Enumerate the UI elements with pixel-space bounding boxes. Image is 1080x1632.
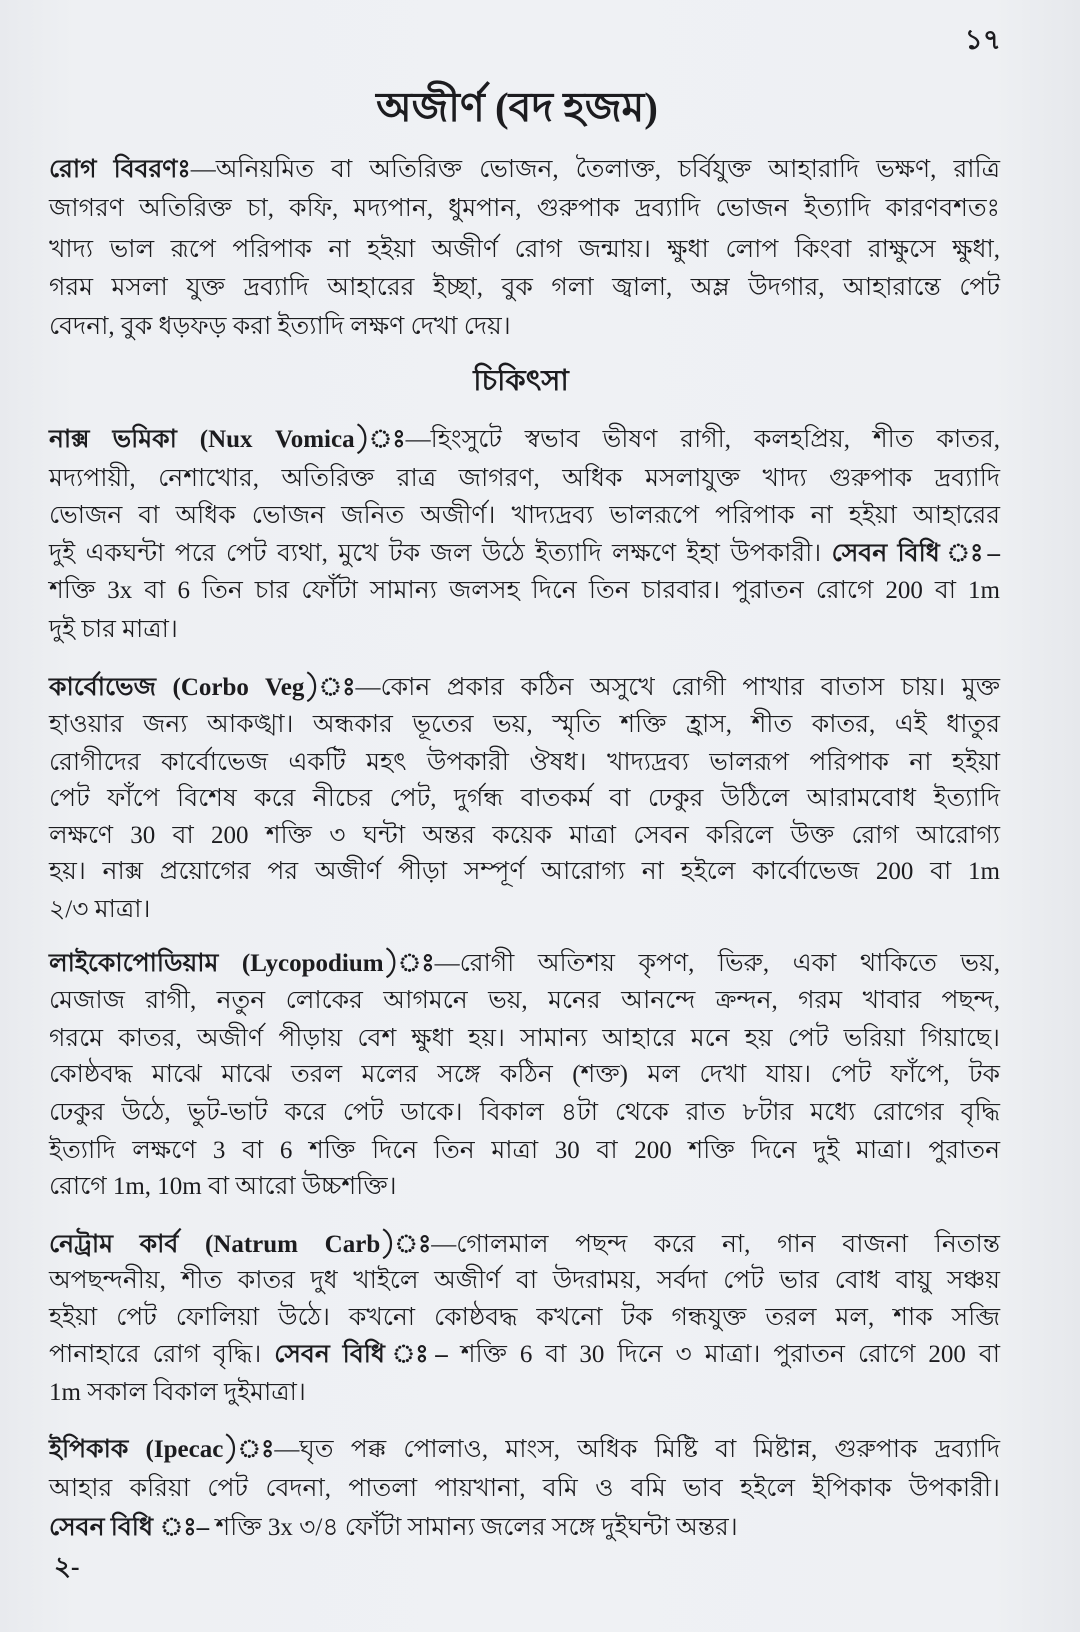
body-text: রোগে 1m, 10m বা আরো উচ্চশক্তি। xyxy=(49,1173,397,1200)
text-line xyxy=(49,982,1000,1020)
text-line xyxy=(49,817,1000,855)
remedy-name: ইপিকাক (Ipecac)ঃ xyxy=(49,1436,275,1463)
text-line xyxy=(49,497,1000,535)
remedy-name: নাক্স ভমিকা (Nux Vomica)ঃ xyxy=(49,426,406,453)
text-line xyxy=(49,1509,1000,1547)
text-line xyxy=(49,1262,1000,1300)
text-line xyxy=(49,1168,1000,1206)
text-line xyxy=(49,151,1000,189)
text-line xyxy=(49,572,1000,610)
text-line xyxy=(49,1020,1000,1058)
body-text: শক্তি 3x বা 6 তিন চার ফোঁটা সামান্য জলসহ দিনে তিন চারবার। পুরাতন রোগে 200 বা 1m xyxy=(49,577,1000,604)
body-text: খাদ্য ভাল রূপে পরিপাক না হইয়া অজীর্ণ রোগ জন্মায়। ক্ষুধা লোপ কিংবা রাক্ষুসে ক্ষুধা, xyxy=(49,236,1000,263)
body-text: গরমে কাতর, অজীর্ণ পীড়ায় বেশ ক্ষুধা হয়। সামান্য আহারে মনে হয় পেট ভরিয়া গিয়াছে। xyxy=(49,1025,1000,1052)
body-text: শক্তি 6 বা 30 দিনে ৩ মাত্রা। পুরাতন রোগে 200 বা xyxy=(460,1341,1001,1368)
text-line xyxy=(49,1336,1000,1374)
text-line xyxy=(49,706,1000,744)
text-line xyxy=(49,190,1000,228)
body-text: গরম মসলা যুক্ত দ্রব্যাদি আহারের ইচ্ছা, বুক গলা জ্বালা, অম্ল উদগার, আহারান্তে পেট xyxy=(49,274,1000,301)
remedy-name: নেট্রাম কার্ব (Natrum Carb)ঃ xyxy=(49,1231,432,1258)
text-line xyxy=(49,1431,1000,1469)
text-line xyxy=(49,891,1000,929)
body-text: দুই একঘন্টা পরে পেট ব্যথা, মুখে টক জল উঠে ইত্যাদি লক্ষণে ইহা উপকারী। xyxy=(49,540,822,567)
body-text: —হিংসুটে স্বভাব ভীষণ রাগী, কলহপ্রিয়, শীত কাতর, xyxy=(405,426,1000,453)
body-text: কোষ্ঠবদ্ধ মাঝে মাঝে তরল মলের সঙ্গে কঠিন (শক্ত) মল দেখা যায়। পেট ফাঁপে, টক xyxy=(49,1061,1000,1088)
text-line xyxy=(49,421,1000,459)
body-text: শক্তি 3x ৩/৪ ফোঁটা সামান্য জলের সঙ্গে দুইঘন্টা অন্তর। xyxy=(215,1514,738,1541)
text-line xyxy=(49,780,1000,818)
body-text: বেদনা, বুক ধড়ফড় করা ইত্যাদি লক্ষণ দেখা দেয়। xyxy=(49,313,511,340)
body-text: হাওয়ার জন্য আকঙ্খা। অন্ধকার ভূতের ভয়, স্মৃতি শক্তি হ্রাস, শীত কাতর, এই ধাতুর xyxy=(49,711,1000,738)
signature-mark: ২- xyxy=(54,1552,80,1581)
dosage-label: সেবন বিধি ঃ– xyxy=(274,1341,448,1368)
remedy-name: কার্বোভেজ (Corbo Veg)ঃ xyxy=(49,674,356,701)
body-text: অপছন্দনীয়, শীত কাতর দুধ খাইলে অজীর্ণ বা উদরাময়, সর্বদা পেট ভার বোধ বায়ু সঞ্চয় xyxy=(49,1267,1000,1294)
body-text: —কোন প্রকার কঠিন অসুখে রোগী পাখার বাতাস চায়। মুক্ত xyxy=(355,674,1000,701)
body-text: ঢেকুর উঠে, ভুট-ভাট করে পেট ডাকে। বিকাল ৪টা থেকে রাত ৮টার মধ্যে রোগের বৃদ্ধি xyxy=(49,1099,1000,1126)
text-line xyxy=(49,231,1000,269)
page-title: অজীর্ণ (বদ হজম) xyxy=(376,84,658,130)
page-number: ১৭ xyxy=(964,25,1001,56)
text-line xyxy=(49,611,1000,649)
text-line xyxy=(49,460,1000,498)
body-text: হইয়া পেট ফোলিয়া উঠে। কখনো কোষ্ঠবদ্ধ কখনো টক গন্ধযুক্ত তরল মল, শাক সব্জি xyxy=(49,1304,1000,1331)
text-line xyxy=(49,669,1000,707)
body-text: হয়। নাক্স প্রয়োগের পর অজীর্ণ পীড়া সম্পূর্ণ আরোগ্য না হইলে কার্বোভেজ 200 বা 1m xyxy=(49,858,1000,885)
text-line xyxy=(49,945,1000,983)
section-heading-treatment: চিকিৎসা xyxy=(473,365,569,397)
body-text: পানাহারে রোগ বৃদ্ধি। xyxy=(49,1341,262,1368)
text-line xyxy=(49,1132,1000,1170)
body-text: —অনিয়মিত বা অতিরিক্ত ভোজন, তৈলাক্ত, চর্বিযুক্ত আহারাদি ভক্ষণ, রাত্রি xyxy=(190,156,1000,183)
body-text: রোগীদের কার্বোভেজ একটি মহৎ উপকারী ঔষধ। খাদ্যদ্রব্য ভালরূপ পরিপাক না হইয়া xyxy=(49,749,1000,776)
body-text: জাগরণ অতিরিক্ত চা, কফি, মদ্যপান, ধুমপান, গুরুপাক দ্রব্যাদি ভোজন ইত্যাদি কারণবশতঃ xyxy=(49,195,1000,222)
dosage-label: সেবন বিধি ঃ– xyxy=(831,540,1001,567)
text-line xyxy=(49,308,1000,346)
text-line xyxy=(49,269,1000,307)
body-text: মদ্যপায়ী, নেশাখোর, অতিরিক্ত রাত্র জাগরণ, অধিক মসলাযুক্ত খাদ্য গুরুপাক দ্রব্যাদি xyxy=(49,465,1000,492)
text-line xyxy=(49,1094,1000,1132)
text-line xyxy=(49,853,1000,891)
body-text: মেজাজ রাগী, নতুন লোকের আগমনে ভয়, মনের আনন্দে ক্রন্দন, গরম খাবার পছন্দ, xyxy=(49,987,1000,1014)
body-text: —ঘৃত পক্ক পোলাও, মাংস, অধিক মিষ্টি বা মিষ্টান্ন, গুরুপাক দ্রব্যাদি xyxy=(274,1436,1000,1463)
remedy-name: লাইকোপোডিয়াম (Lycopodium)ঃ xyxy=(49,950,435,977)
text-line xyxy=(49,535,1000,573)
body-text: লক্ষণে 30 বা 200 শক্তি ৩ ঘন্টা অন্তর কয়েক মাত্রা সেবন করিলে উক্ত রোগ আরোগ্য xyxy=(49,822,1000,849)
section-label: রোগ বিবরণঃ xyxy=(49,156,191,183)
body-text: পেট ফাঁপে বিশেষ করে নীচের পেট, দুর্গন্ধ বাতকর্ম বা ঢেকুর উঠিলে আরামবোধ ইত্যাদি xyxy=(49,785,1000,812)
body-text: আহার করিয়া পেট বেদনা, পাতলা পায়খানা, বমি ও বমি ভাব হইলে ইপিকাক উপকারী। xyxy=(49,1475,1000,1502)
body-text: ২/৩ মাত্রা। xyxy=(49,896,151,923)
body-text: —গোলমাল পছন্দ করে না, গান বাজনা নিতান্ত xyxy=(431,1231,1000,1258)
text-line xyxy=(49,1226,1000,1264)
text-line xyxy=(49,1374,1000,1412)
body-text: ভোজন বা অধিক ভোজন জনিত অজীর্ণ। খাদ্যদ্রব্য ভালরূপে পরিপাক না হইয়া আহারের xyxy=(49,502,1000,529)
text-line xyxy=(49,1299,1000,1337)
text-line xyxy=(49,1056,1000,1094)
body-text: 1m সকাল বিকাল দুইমাত্রা। xyxy=(49,1379,306,1406)
dosage-label: সেবন বিধি ঃ– xyxy=(49,1514,210,1541)
body-text: ইত্যাদি লক্ষণে 3 বা 6 শক্তি দিনে তিন মাত্রা 30 বা 200 শক্তি দিনে দুই মাত্রা। পুরাতন xyxy=(49,1137,1000,1164)
body-text: —রোগী অতিশয় কৃপণ, ভিরু, একা থাকিতে ভয়, xyxy=(434,950,1000,977)
text-line xyxy=(49,744,1000,782)
text-line xyxy=(49,1470,1000,1508)
body-text: দুই চার মাত্রা। xyxy=(49,616,178,643)
